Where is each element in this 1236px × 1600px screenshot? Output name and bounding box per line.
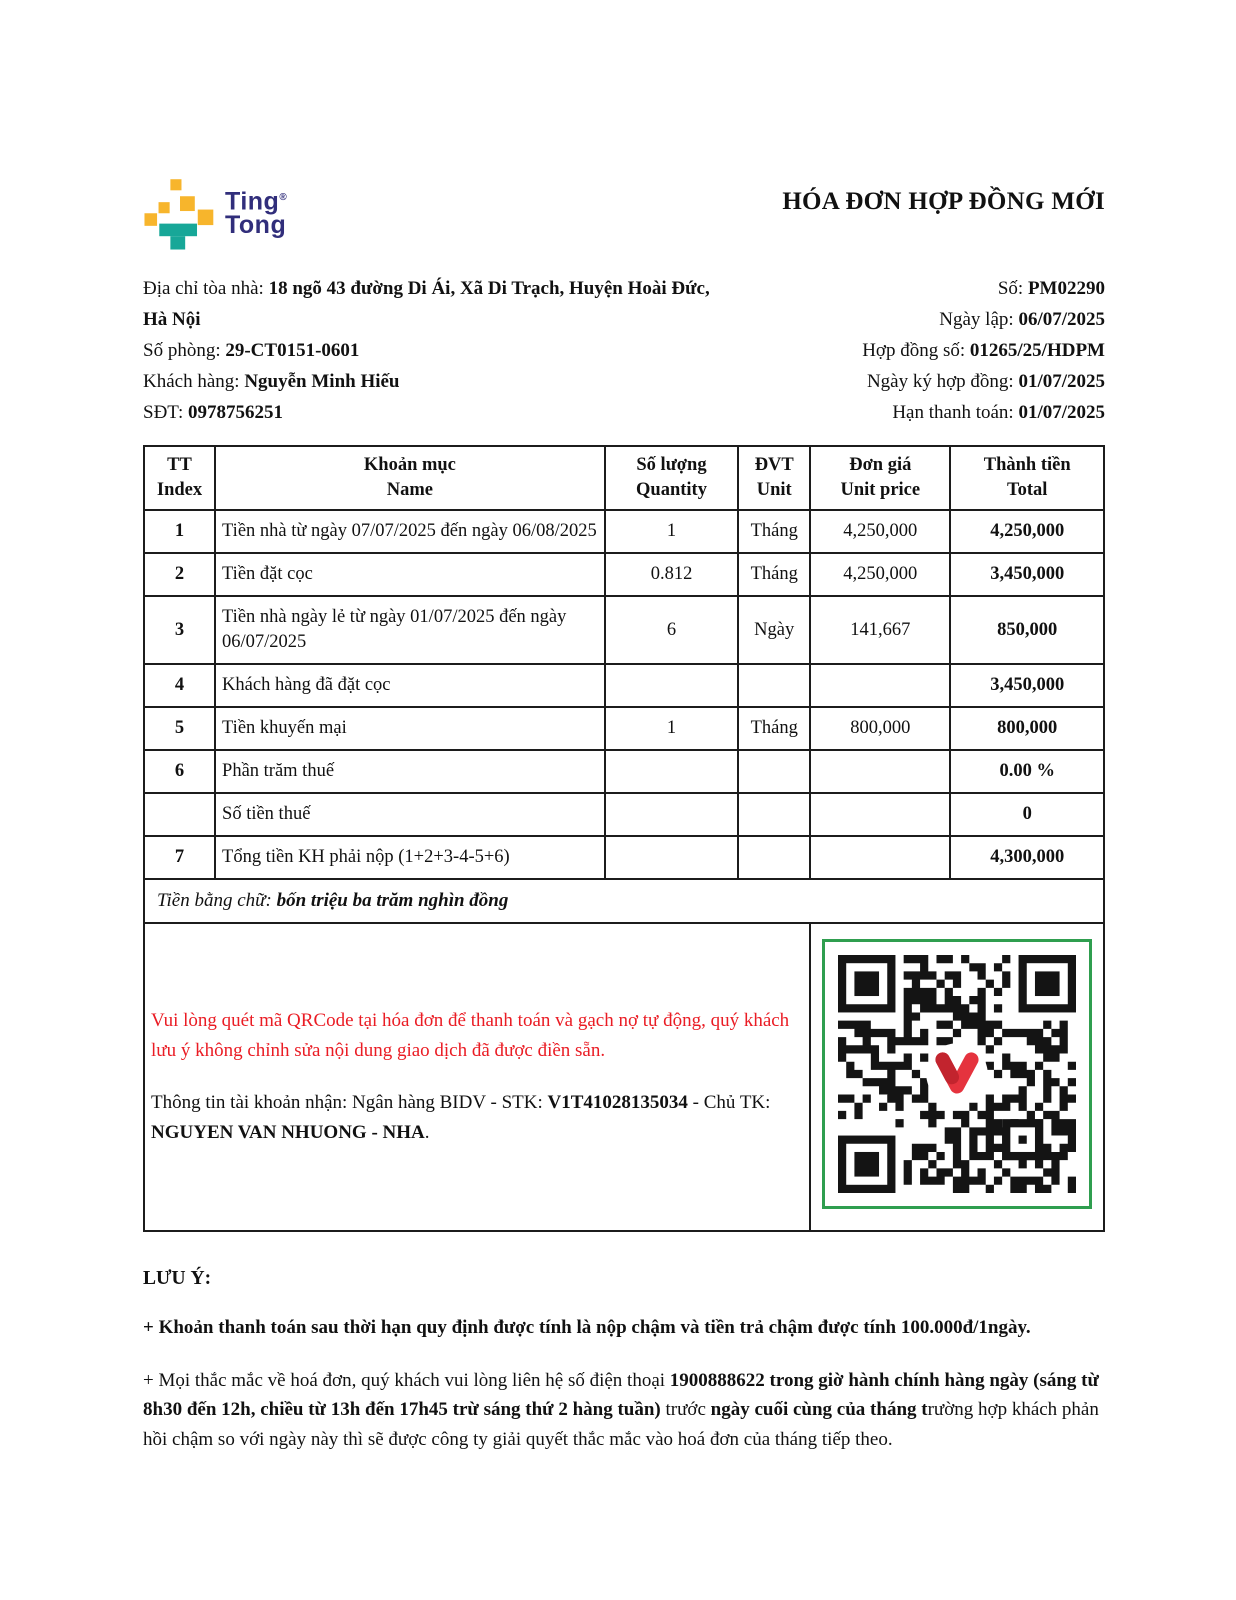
table-cell xyxy=(605,793,738,836)
info-line xyxy=(143,397,725,428)
qr-warning-text: Vui lòng quét mã QRCode tại hóa đơn để thanh toán và gạch nợ tự động, quý khách lưu ý không chỉnh sửa nội dung giao dịch đã được điền sẵn. xyxy=(151,1010,790,1061)
text-segment: Tiền bằng chữ: xyxy=(157,890,277,911)
text-segment: 06/07/2025 xyxy=(1018,309,1105,330)
logo-line2: Tong xyxy=(225,211,287,240)
notes-heading: LƯU Ý: xyxy=(143,1268,212,1289)
text-segment: 29-CT0151-0601 xyxy=(225,340,360,361)
text-segment: . xyxy=(424,1122,430,1143)
table-cell: 4,250,000 xyxy=(950,510,1104,553)
text-segment: Số phòng: xyxy=(143,340,226,361)
column-header: Khoản mục Name xyxy=(215,446,605,510)
table-row xyxy=(144,707,1104,750)
table-cell: 0 xyxy=(950,793,1104,836)
tingtong-logo xyxy=(143,176,287,252)
tingtong-logo-icon xyxy=(143,176,217,252)
table-cell: Tháng xyxy=(738,553,810,596)
text-segment: rường hợp khách phản hồi chậm so với ngày này thì sẽ được công ty giải quyết thắc mắc vào hoá đơn của tháng tiếp theo. xyxy=(143,1399,1099,1450)
table-cell: Khách hàng đã đặt cọc xyxy=(215,664,605,707)
text-segment: + Mọi thắc mắc về hoá đơn, quý khách vui lòng liên hệ số điện thoại xyxy=(143,1369,670,1391)
table-cell: 1 xyxy=(144,510,215,553)
table-header xyxy=(144,446,1104,510)
table-row xyxy=(144,793,1104,836)
table-cell: Ngày xyxy=(738,596,810,664)
text-segment: 01265/25/HDPM xyxy=(969,340,1105,361)
text-segment: SĐT: xyxy=(143,402,188,423)
text-segment: ngày cuối cùng của tháng t xyxy=(710,1399,928,1420)
note-late-payment: + Khoản thanh toán sau thời hạn quy định được tính là nộp chậm và tiền trả chậm được tính 100.000đ/1ngày. xyxy=(143,1317,1031,1338)
info-line xyxy=(745,366,1105,397)
column-header: Thành tiền Total xyxy=(950,446,1104,510)
text-segment: V1T41028135034 xyxy=(547,1092,688,1113)
text-segment: 01/07/2025 xyxy=(1018,402,1105,423)
amount-in-words xyxy=(144,879,1104,923)
text-segment: Hợp đồng số: xyxy=(862,340,970,361)
info-line xyxy=(745,397,1105,428)
table-cell: 850,000 xyxy=(950,596,1104,664)
table-cell xyxy=(144,793,215,836)
invoice-table xyxy=(143,445,1105,1232)
table-cell: 4,300,000 xyxy=(950,836,1104,879)
table-cell: 4,250,000 xyxy=(810,510,950,553)
text-segment: NGUYEN VAN NHUONG - NHA xyxy=(151,1122,425,1143)
qr-cell xyxy=(810,923,1104,1231)
column-header: ĐVT Unit xyxy=(738,446,810,510)
text-segment: PM02290 xyxy=(1027,278,1105,299)
text-segment: 01/07/2025 xyxy=(1018,371,1105,392)
invoice-title: HÓA ĐƠN HỢP ĐỒNG MỚI xyxy=(782,188,1105,215)
qr-frame xyxy=(822,939,1092,1209)
table-cell: 7 xyxy=(144,836,215,879)
logo-wordmark xyxy=(225,176,288,240)
table-cell: 800,000 xyxy=(950,707,1104,750)
table-row xyxy=(144,510,1104,553)
table-cell: 6 xyxy=(605,596,738,664)
customer-info-block xyxy=(143,273,725,428)
table-cell xyxy=(605,750,738,793)
table-cell: Tiền đặt cọc xyxy=(215,553,605,596)
text-segment: Ngày lập: xyxy=(939,309,1019,330)
header-row xyxy=(144,446,1104,510)
text-segment: Nguyễn Minh Hiếu xyxy=(244,371,400,392)
table-cell: Tiền khuyến mại xyxy=(215,707,605,750)
table-body xyxy=(144,510,1104,879)
logo-line1: Ting xyxy=(225,187,280,216)
table-cell: 0.00 % xyxy=(950,750,1104,793)
table-cell: 4,250,000 xyxy=(810,553,950,596)
table-cell: Tháng xyxy=(738,707,810,750)
text-segment: Khách hàng: xyxy=(143,371,245,392)
table-cell: 1 xyxy=(605,510,738,553)
info-line xyxy=(745,304,1105,335)
table-cell: 3,450,000 xyxy=(950,664,1104,707)
table-cell xyxy=(605,664,738,707)
account-info-text xyxy=(151,1088,803,1148)
amount-in-words-row xyxy=(144,879,1104,923)
table-cell: 3 xyxy=(144,596,215,664)
table-cell: Tháng xyxy=(738,510,810,553)
table-cell xyxy=(810,750,950,793)
table-row xyxy=(144,596,1104,664)
table-cell: 1 xyxy=(605,707,738,750)
info-line xyxy=(143,335,725,366)
payment-instructions-cell xyxy=(144,923,810,1231)
table-cell: Tiền nhà ngày lẻ từ ngày 01/07/2025 đến ngày 06/07/2025 xyxy=(215,596,605,664)
column-header: Số lượng Quantity xyxy=(605,446,738,510)
table-cell: Phần trăm thuế xyxy=(215,750,605,793)
table-cell xyxy=(738,793,810,836)
table-cell xyxy=(738,664,810,707)
info-line xyxy=(143,273,725,335)
table-cell xyxy=(810,836,950,879)
table-cell xyxy=(605,836,738,879)
text-segment: 18 ngõ 43 đường Di Ái, Xã Di Trạch, Huyện Hoài Đức, Hà Nội xyxy=(143,278,710,330)
table-cell: 2 xyxy=(144,553,215,596)
info-line xyxy=(745,335,1105,366)
note-contact xyxy=(143,1366,1105,1455)
table-cell xyxy=(738,750,810,793)
table-cell: 4 xyxy=(144,664,215,707)
payment-row xyxy=(144,923,1104,1231)
table-row xyxy=(144,750,1104,793)
notes-section xyxy=(143,1268,1105,1454)
info-line xyxy=(745,273,1105,304)
table-cell: Tổng tiền KH phải nộp (1+2+3-4-5+6) xyxy=(215,836,605,879)
qr-code xyxy=(838,955,1076,1193)
table-row xyxy=(144,836,1104,879)
header xyxy=(143,0,1105,252)
invoice-meta-block xyxy=(745,273,1105,428)
text-segment: trước xyxy=(660,1399,711,1420)
table-cell: Tiền nhà từ ngày 07/07/2025 đến ngày 06/08/2025 xyxy=(215,510,605,553)
table-cell: Số tiền thuế xyxy=(215,793,605,836)
text-segment: Thông tin tài khoản nhận: Ngân hàng BIDV - STK: xyxy=(151,1092,548,1113)
registered-mark-icon: ® xyxy=(279,192,288,203)
column-header: Đơn giá Unit price xyxy=(810,446,950,510)
table-cell: 3,450,000 xyxy=(950,553,1104,596)
table-cell: 141,667 xyxy=(810,596,950,664)
column-header: TT Index xyxy=(144,446,215,510)
text-segment: 1900888622 trong giờ hành chính hàng ngày (sáng từ 8h30 đến 12h, chiều từ 13h đến 17h45 trừ sáng thứ 2 hàng tuần) xyxy=(143,1369,1099,1420)
table-cell: 6 xyxy=(144,750,215,793)
text-segment: Hạn thanh toán: xyxy=(892,402,1019,423)
text-segment: bốn triệu ba trăm nghìn đồng xyxy=(276,890,509,911)
table-cell: 800,000 xyxy=(810,707,950,750)
info-line xyxy=(143,366,725,397)
table-cell: 0.812 xyxy=(605,553,738,596)
table-row xyxy=(144,664,1104,707)
text-segment: Ngày ký hợp đồng: xyxy=(866,371,1019,392)
table-cell xyxy=(810,664,950,707)
table-cell: 5 xyxy=(144,707,215,750)
table-cell xyxy=(810,793,950,836)
text-segment: 0978756251 xyxy=(187,402,283,423)
table-cell xyxy=(738,836,810,879)
table-row xyxy=(144,553,1104,596)
text-segment: - Chủ TK: xyxy=(687,1092,771,1113)
text-segment: Địa chỉ tòa nhà: xyxy=(143,278,269,299)
text-segment: Số: xyxy=(997,278,1028,299)
info-section xyxy=(143,273,1105,428)
